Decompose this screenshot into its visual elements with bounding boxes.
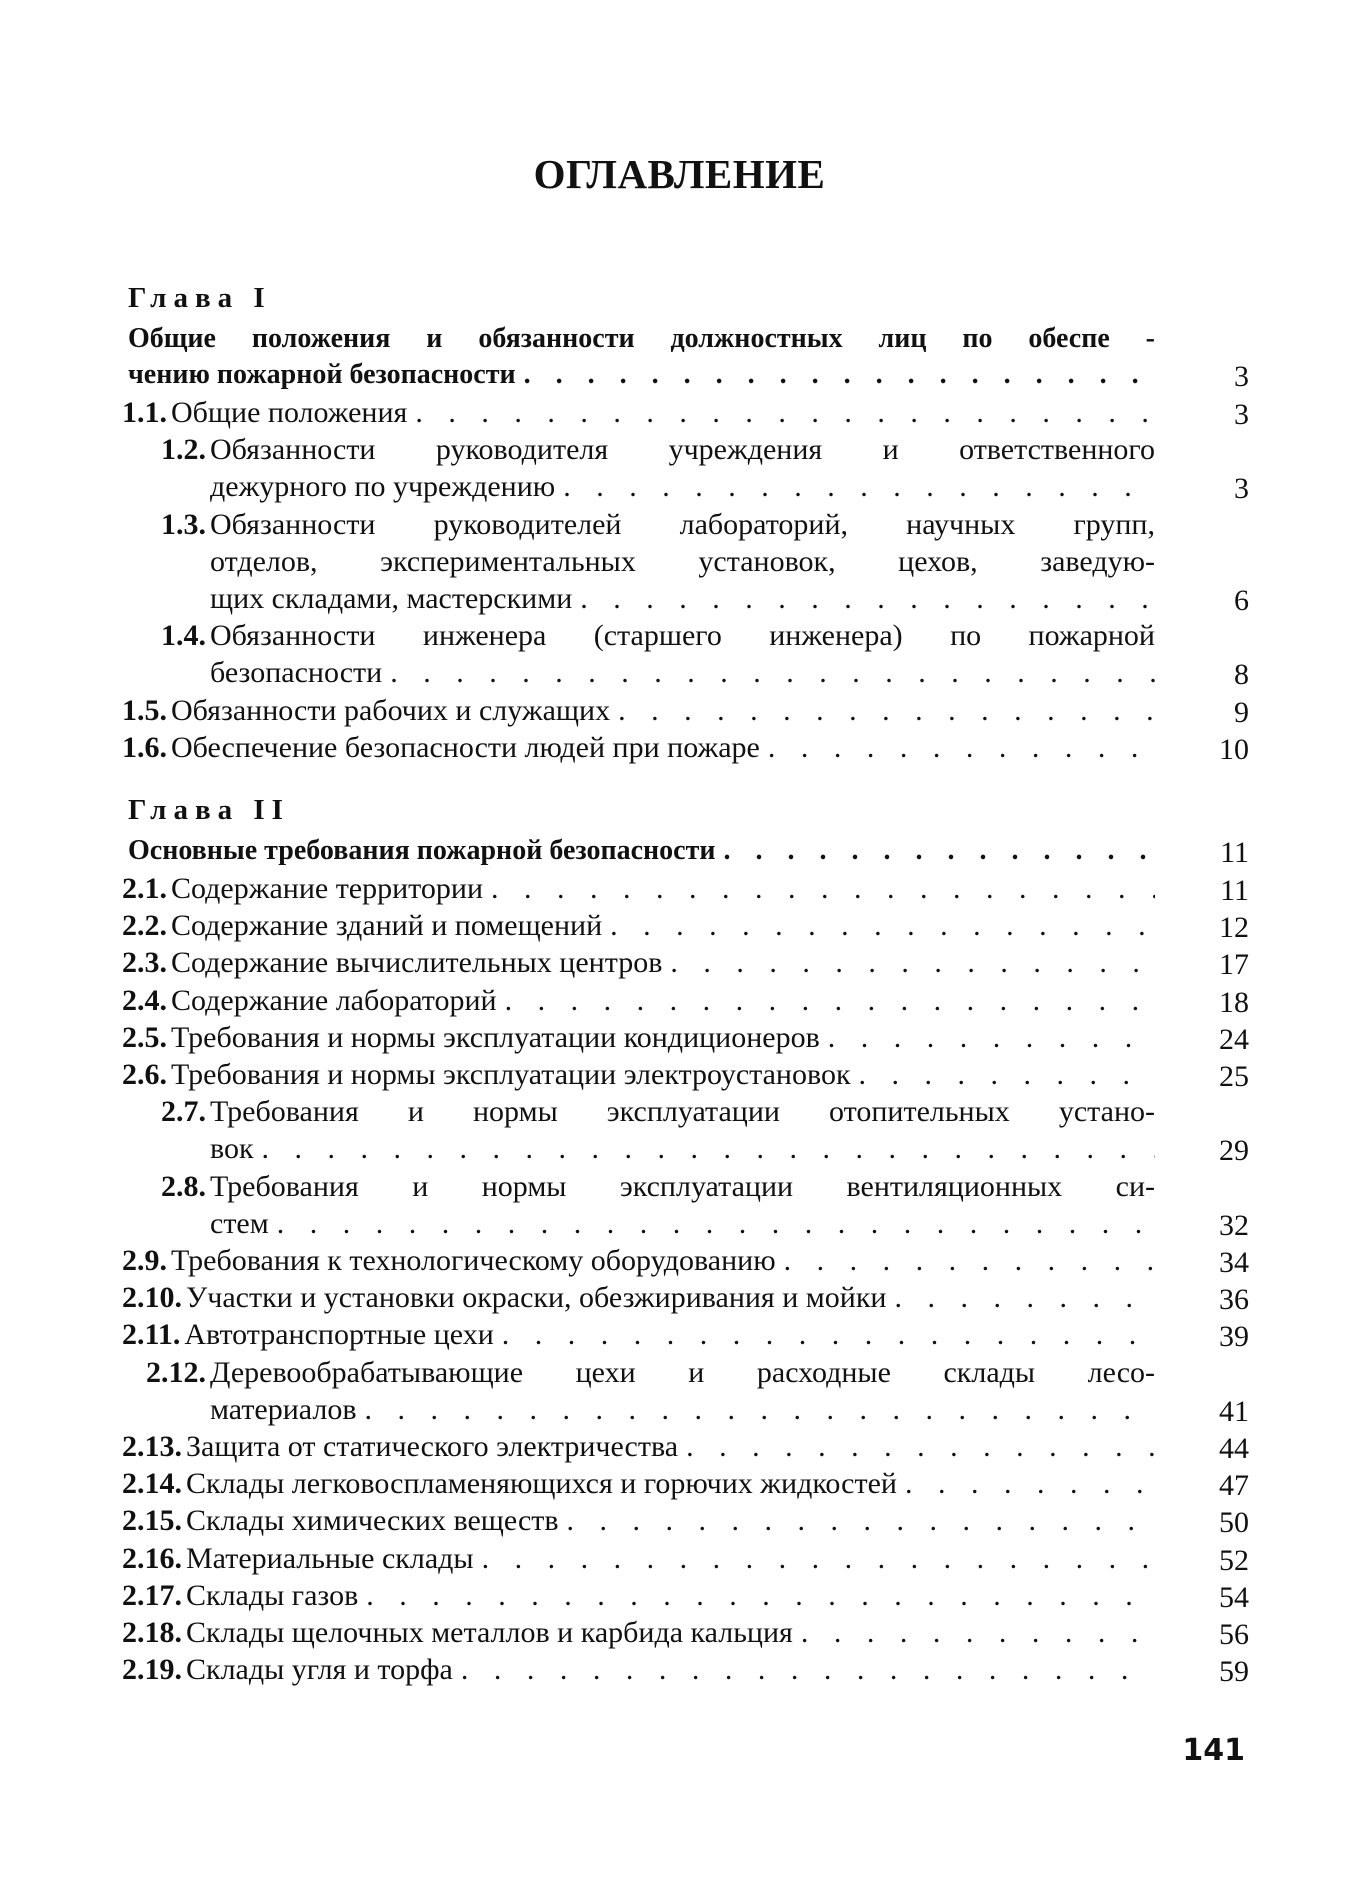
- section-title-line: Требования и нормы эксплуатации вентиляционных си-: [210, 1169, 1155, 1203]
- dot-leader: [784, 1242, 1155, 1280]
- dot-leader: [366, 1577, 1155, 1615]
- section-page-number: 3: [1234, 398, 1249, 431]
- section-title-text: Склады химических веществ: [186, 1504, 559, 1538]
- toc-entry[interactable]: [210, 1205, 1155, 1243]
- dot-leader: [277, 1205, 1155, 1243]
- dot-leader: [390, 654, 1155, 692]
- section-number: 2.11.: [122, 1318, 181, 1352]
- section-number: 1.6.: [122, 730, 167, 764]
- toc-entry[interactable]: [122, 1465, 1155, 1503]
- dot-leader: [262, 1130, 1155, 1168]
- section-number: 2.18.: [122, 1616, 182, 1649]
- section-page-number: 6: [1234, 584, 1249, 617]
- dot-leader: [505, 982, 1155, 1020]
- chapter-title-text: Основные требования пожарной безопасности: [128, 835, 716, 866]
- section-page-number: 56: [1219, 1618, 1249, 1651]
- dot-leader: [567, 1502, 1155, 1540]
- section-title-text: Требования и нормы эксплуатации электроустановок: [171, 1058, 851, 1091]
- section-page-number: 18: [1219, 985, 1249, 1019]
- page-title: ОГЛАВЛЕНИЕ: [533, 151, 826, 197]
- section-number: 2.9.: [122, 1244, 167, 1277]
- section-page-number: 44: [1219, 1432, 1249, 1465]
- toc-entry[interactable]: [122, 1540, 1155, 1578]
- toc-entry[interactable]: [122, 1242, 1155, 1280]
- section-number: 2.8.: [161, 1169, 206, 1203]
- dot-leader: [580, 580, 1155, 618]
- page-number: 141: [1182, 1733, 1245, 1768]
- section-title-text: Обязанности рабочих и служащих: [171, 693, 611, 727]
- chapter-title-line: Общие положения и обязанности должностных лиц по обеспе -: [128, 323, 1155, 354]
- section-number: 2.7.: [161, 1095, 206, 1129]
- section-page-number: 12: [1219, 911, 1249, 945]
- section-page-number: 25: [1219, 1060, 1249, 1093]
- dot-leader: [828, 1019, 1155, 1057]
- section-title-text: Содержание зданий и помещений: [171, 909, 603, 943]
- dot-leader: [859, 1056, 1155, 1094]
- section-title-text: дежурного по учреждению: [210, 470, 556, 504]
- section-title-text: Материальные склады: [186, 1541, 474, 1575]
- toc-entry[interactable]: [122, 1316, 1155, 1354]
- section-title-text: Содержание территории: [171, 872, 483, 905]
- section-number: 2.17.: [122, 1578, 182, 1612]
- chapter-title-line[interactable]: [128, 356, 1155, 394]
- section-number: 1.4.: [161, 619, 206, 653]
- dot-leader: [461, 1651, 1155, 1689]
- section-title-text: Склады легковоспламеняющихся и горючих жидкостей: [186, 1467, 897, 1501]
- toc-entry[interactable]: [210, 654, 1155, 692]
- toc-entry[interactable]: [122, 1019, 1155, 1057]
- section-title-line: Обязанности руководителя учреждения и ответственного: [210, 433, 1155, 467]
- dot-leader: [610, 907, 1155, 945]
- section-number: 2.6.: [122, 1058, 167, 1091]
- section-title-text: Защита от статического электричества: [186, 1430, 679, 1463]
- section-title-line: Деревообрабатывающие цехи и расходные склады лесо-: [210, 1355, 1155, 1389]
- section-title-text: Содержание вычислительных центров: [171, 946, 663, 980]
- section-number: 2.16.: [122, 1541, 182, 1575]
- section-title-text: Склады газов: [186, 1578, 359, 1612]
- section-page-number: 39: [1219, 1320, 1249, 1354]
- section-title-line: Требования и нормы эксплуатации отопительных устано-: [210, 1095, 1155, 1129]
- dot-leader: [801, 1614, 1155, 1652]
- dot-leader: [482, 1540, 1155, 1578]
- section-number: 1.2.: [161, 433, 206, 467]
- section-number: 1.3.: [161, 507, 206, 541]
- section-title-line: отделов, экспериментальных установок, цехов, заведую-: [210, 544, 1155, 578]
- section-title-text: Требования к технологическому оборудованию: [171, 1244, 776, 1277]
- section-page-number: 11: [1220, 874, 1249, 907]
- toc-entry[interactable]: [210, 580, 1155, 618]
- section-title-text: безопасности: [210, 656, 383, 690]
- chapter-page-number: 3: [1234, 360, 1249, 393]
- section-number: 2.15.: [122, 1504, 182, 1538]
- section-number: 2.2.: [122, 909, 167, 943]
- toc-entry[interactable]: [122, 1428, 1155, 1466]
- dot-leader: [768, 729, 1155, 767]
- section-title-text: Обеспечение безопасности людей при пожаре: [171, 730, 760, 764]
- toc-entry[interactable]: [122, 1577, 1155, 1615]
- section-title-text: Общие положения: [171, 396, 408, 429]
- dot-leader: [723, 832, 1155, 870]
- toc-entry[interactable]: [122, 1279, 1155, 1317]
- dot-leader: [670, 944, 1155, 982]
- dot-leader: [524, 356, 1155, 394]
- toc-entry[interactable]: [122, 1502, 1155, 1540]
- toc-entry[interactable]: [210, 1130, 1155, 1168]
- toc-entry[interactable]: [122, 692, 1155, 730]
- section-page-number: 9: [1234, 695, 1249, 729]
- toc-entry[interactable]: [122, 907, 1155, 945]
- section-title-text: Автотранспортные цехи: [184, 1318, 494, 1352]
- section-number: 2.3.: [122, 946, 167, 980]
- section-page-number: 10: [1219, 732, 1249, 766]
- section-title-text: вок: [210, 1132, 254, 1166]
- section-number: 2.10.: [122, 1281, 182, 1315]
- section-page-number: 54: [1219, 1580, 1249, 1614]
- section-page-number: 8: [1234, 658, 1249, 692]
- section-title-text: стем: [210, 1206, 269, 1240]
- section-page-number: 50: [1219, 1506, 1249, 1540]
- section-page-number: 29: [1219, 1134, 1249, 1168]
- toc-entry[interactable]: [122, 394, 1155, 432]
- section-number: 2.1.: [122, 872, 167, 905]
- section-number: 2.12.: [146, 1355, 206, 1389]
- section-page-number: 52: [1219, 1543, 1249, 1577]
- chapter-page-number: 11: [1220, 836, 1249, 869]
- section-title-text: Склады угля и торфа: [186, 1653, 453, 1687]
- section-page-number: 36: [1219, 1283, 1249, 1317]
- dot-leader: [563, 468, 1155, 506]
- dot-leader: [618, 692, 1155, 730]
- section-title-text: Склады щелочных металлов и карбида кальция: [186, 1616, 793, 1649]
- dot-leader: [905, 1465, 1155, 1503]
- toc-entry[interactable]: [210, 468, 1155, 506]
- chapter-label: Глава II: [128, 794, 290, 826]
- toc-entry[interactable]: [210, 1391, 1155, 1429]
- section-page-number: 24: [1219, 1022, 1249, 1056]
- section-number: 2.4.: [122, 983, 167, 1017]
- toc-entry[interactable]: [122, 1056, 1155, 1094]
- dot-leader: [894, 1279, 1155, 1317]
- section-title-text: Участки и установки окраски, обезжиривания и мойки: [186, 1281, 887, 1315]
- section-number: 2.14.: [122, 1467, 182, 1501]
- chapter-title-text: чению пожарной безопасности: [128, 359, 516, 390]
- section-page-number: 59: [1219, 1655, 1249, 1689]
- toc-entry[interactable]: [122, 870, 1155, 908]
- toc-entry[interactable]: [122, 944, 1155, 982]
- section-number: 2.19.: [122, 1653, 182, 1687]
- section-page-number: 32: [1219, 1208, 1249, 1242]
- chapter-label: Глава I: [128, 282, 272, 314]
- section-title-text: щих складами, мастерскими: [210, 582, 573, 615]
- dot-leader: [415, 394, 1155, 432]
- section-number: 2.5.: [122, 1020, 167, 1054]
- toc-entry[interactable]: [122, 982, 1155, 1020]
- section-number: 2.13.: [122, 1430, 182, 1463]
- section-title-line: Обязанности руководителей лабораторий, научных групп,: [210, 507, 1155, 541]
- dot-leader: [365, 1391, 1155, 1429]
- section-number: 1.5.: [122, 693, 167, 727]
- section-title-text: материалов: [210, 1392, 357, 1426]
- section-page-number: 34: [1219, 1246, 1249, 1279]
- section-title-text: Содержание лабораторий: [171, 983, 497, 1017]
- toc-entry[interactable]: [122, 1651, 1155, 1689]
- section-page-number: 47: [1219, 1469, 1249, 1503]
- section-page-number: 3: [1234, 472, 1249, 506]
- section-page-number: 41: [1219, 1394, 1249, 1428]
- section-number: 1.1.: [122, 396, 167, 429]
- toc-entry[interactable]: [122, 729, 1155, 767]
- dot-leader: [686, 1428, 1155, 1466]
- chapter-title-line[interactable]: [128, 832, 1155, 870]
- section-page-number: 17: [1219, 948, 1249, 982]
- toc-entry[interactable]: [122, 1614, 1155, 1652]
- section-title-text: Требования и нормы эксплуатации кондиционеров: [171, 1020, 820, 1054]
- section-title-line: Обязанности инженера (старшего инженера) по пожарной: [210, 619, 1155, 653]
- dot-leader: [491, 870, 1155, 908]
- dot-leader: [502, 1316, 1155, 1354]
